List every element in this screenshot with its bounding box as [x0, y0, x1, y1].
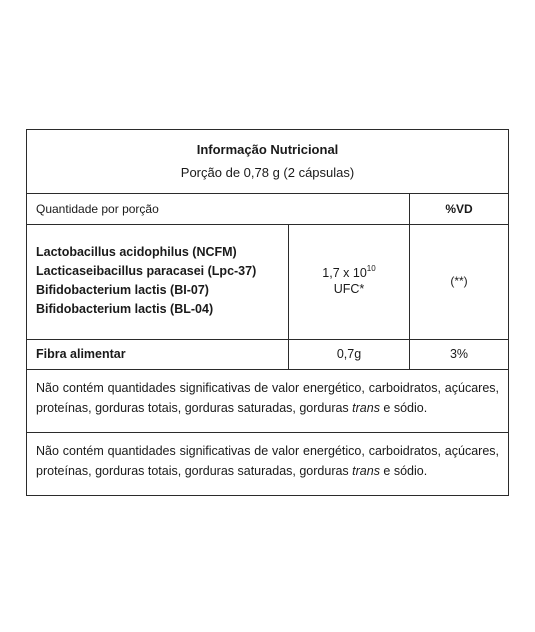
fiber-amount: 0,7g	[289, 340, 410, 369]
daily-value-header: %VD	[445, 202, 473, 216]
fiber-row	[27, 340, 508, 370]
strain-amount-value: 1,7 x $10^{10}$	[322, 264, 376, 280]
fiber-label: Fibra alimentar	[27, 340, 289, 369]
strain-amount-unit: UFC*	[333, 282, 365, 296]
footnote: Não contém quantidades significativas de valor energético, carboidratos, açúcares, proteínas, gorduras totais, gorduras saturadas, gorduras trans e sódio.	[36, 444, 499, 478]
nutrition-facts-table	[26, 129, 509, 496]
column-header-row	[27, 194, 508, 225]
table-header	[27, 130, 508, 194]
serving-size: Porção de 0,78 g (2 cápsulas)	[180, 165, 355, 180]
probiotics-row	[27, 225, 508, 340]
strain-name: Lacticaseibacillus paracasei (Lpc-37)	[36, 264, 257, 278]
strain-amount	[289, 225, 410, 339]
strain-amount-exponent: 10	[366, 264, 376, 273]
table-title: Informação Nutricional	[196, 142, 339, 157]
amount-per-serving-label: Quantidade por porção	[27, 194, 410, 224]
strain-name: Bifidobacterium lactis (BI-07)	[36, 283, 209, 297]
strain-name: Lactobacillus acidophilus (NCFM)	[36, 245, 237, 259]
fiber-daily-value: 3%	[449, 347, 469, 361]
footnote: Não contém quantidades significativas de valor energético, carboidratos, açúcares, proteínas, gorduras totais, gorduras saturadas, gorduras trans e sódio.	[27, 370, 508, 433]
strain-daily-value: (**)	[450, 274, 468, 288]
strain-name: Bifidobacterium lactis (BL-04)	[36, 302, 214, 316]
strain-list	[27, 225, 289, 339]
